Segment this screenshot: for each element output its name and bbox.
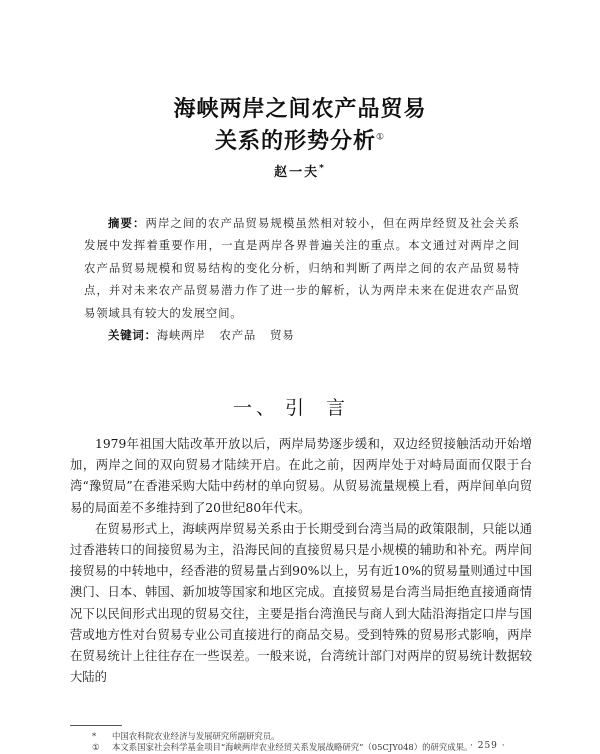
abstract-text: 两岸之间的农产品贸易规模虽然相对较小，但在两岸经贸及社会关系发展中发挥着重要作用，一直是两岸各界普遍关注的重点。本文通过对两岸之间农产品贸易规模和贸易结构的变化分析，归纳和判断了两岸之间的农产品贸易特点，并对未来农产品贸易潜力作了进一步的解析，认为两岸未来在促进农产品贸易领域具有较大的发展空间。 [84, 216, 520, 320]
keyword: 贸易 [270, 328, 295, 342]
keywords-label: 关键词： [108, 328, 157, 342]
author-name: 赵一夫 [274, 165, 320, 180]
footnote-divider [70, 725, 122, 726]
author-footnote-mark[interactable]: * [319, 163, 326, 174]
title-line-2-text: 关系的形势分析 [214, 129, 376, 154]
abstract-label: 摘要： [108, 216, 146, 230]
paper-title-line-2 [0, 124, 600, 155]
section-title: 引言 [285, 397, 368, 419]
section-number: 一、 [232, 397, 279, 419]
section-heading [0, 393, 600, 420]
abstract [84, 212, 520, 324]
body-paragraph-2: 在贸易形式上，海峡两岸贸易关系由于长期受到台湾当局的政策限制，只能以通过香港转口的间接贸易为主，沿海民间的直接贸易只是小规模的辅助和补充。两岸间接贸易的中转地中，经香港的贸易量占到90%以上，另有近10%的贸易量则通过中国澳门、日本、韩国、新加坡等国家和地区完成。直接贸易是台湾当局拒绝直接通商情况下以民间形式出现的贸易交往，主要是指台湾渔民与商人到大陆沿海指定口岸与国营或地方性对台贸易专业公司直接进行的商品交易。受到特殊的贸易形式影响，两岸在贸易统计上往往存在一些误差。一般来说，台湾统计部门对两岸的贸易统计数据较大陆的 [70, 521, 532, 685]
author [0, 161, 600, 180]
body-paragraph-1: 1979年祖国大陆改革开放以后，两岸局势逐步缓和，双边经贸接触活动开始增加，两岸之间的双向贸易才陆续开启。在此之前，因两岸处于对峙局面而仅限于台湾“豫贸局”在香港采购大陆中药材的单向贸易。从贸易流量规模上看，两岸间单向贸易的局面差不多维持到了20世纪80年代末。 [70, 437, 532, 515]
page-number: · 259 · [470, 741, 506, 751]
body-text [70, 434, 532, 688]
paper-title-line-1: 海峡两岸之间农产品贸易 [173, 97, 427, 122]
keywords [108, 327, 528, 343]
title-footnote-mark[interactable]: ① [375, 132, 386, 143]
footnote-mark: ① [92, 742, 100, 752]
footnote-mark: * [92, 731, 97, 741]
keyword: 农产品 [219, 328, 257, 342]
keyword: 海峡两岸 [156, 328, 206, 342]
footnote-text: 本文系国家社会科学基金项目“海峡两岸农业经贸关系发展战略研究”（05CJY048）的研究成果。 [112, 742, 473, 752]
footnote-text: 中国农科院农业经济与发展研究所副研究员。 [112, 731, 280, 741]
